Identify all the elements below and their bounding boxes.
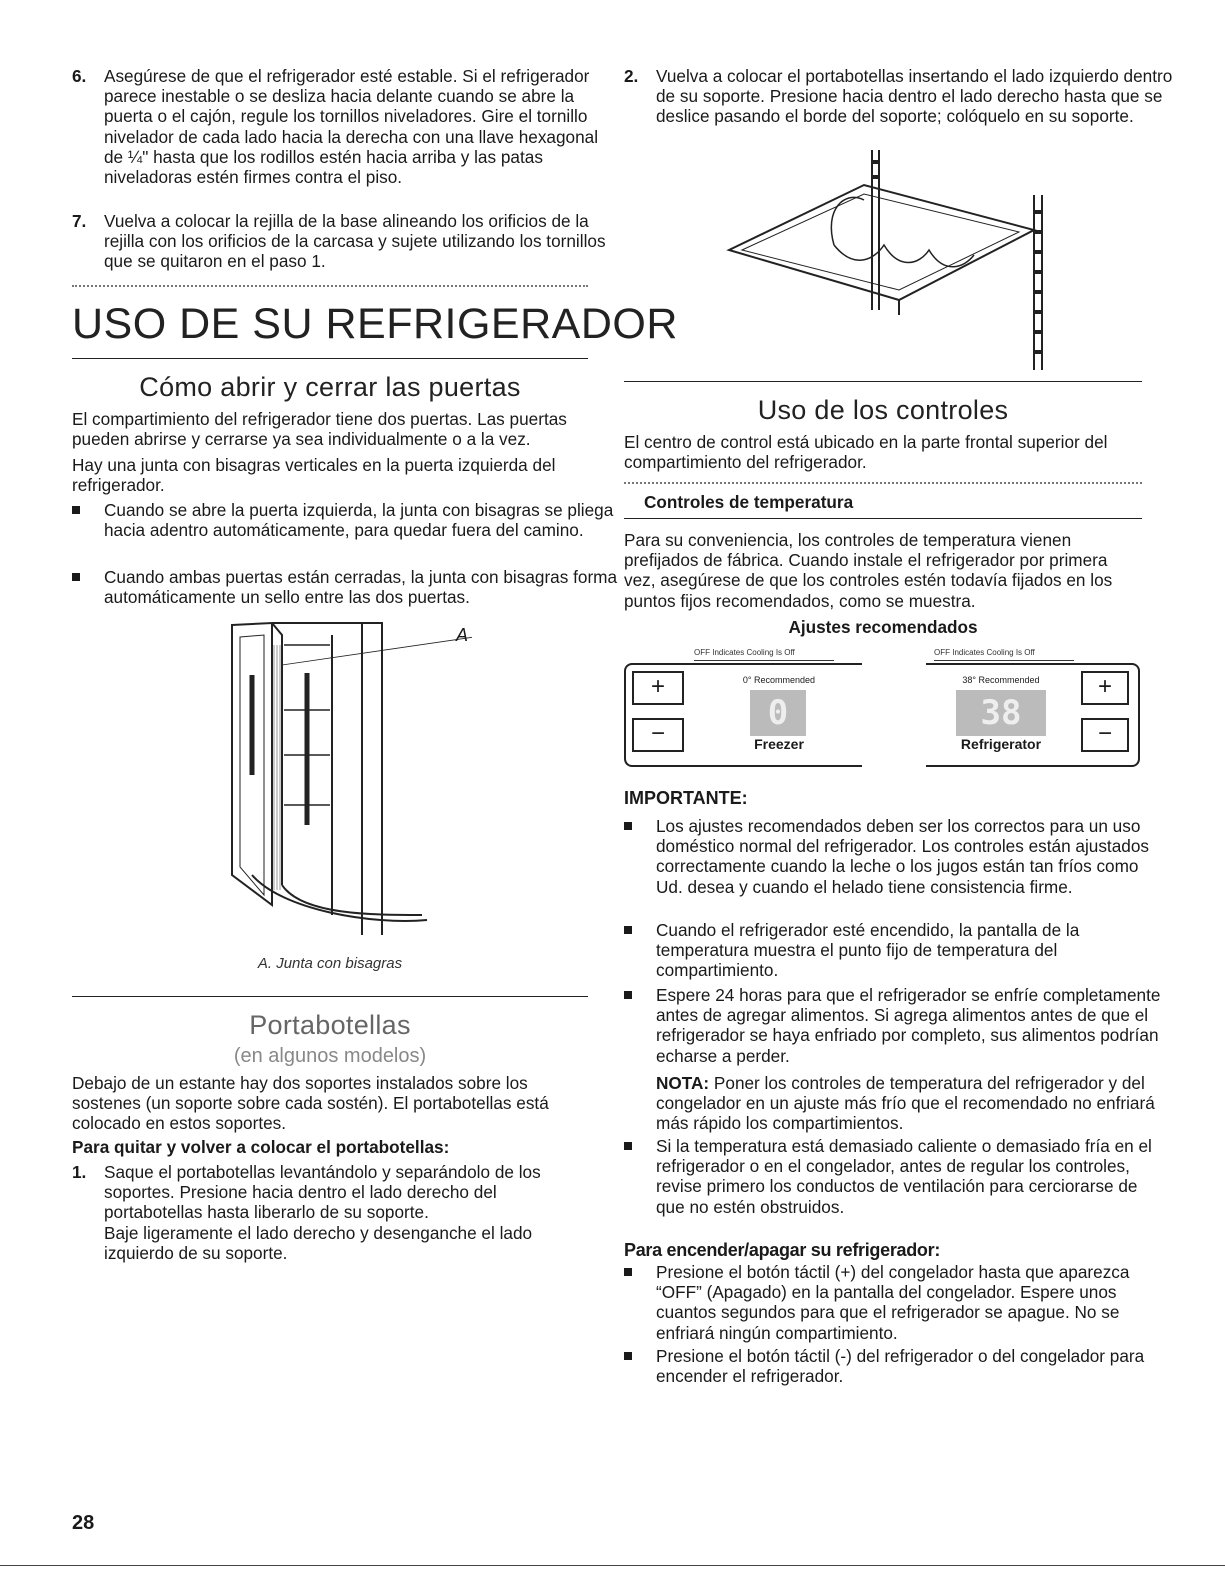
- doors-paragraph: El compartimiento del refrigerador tiene dos puertas. Las puertas pueden abrirse y cerrarse ya sea individualmente o a la vez.: [72, 409, 567, 450]
- step-text: Asegúrese de que el refrigerador esté estable. Si el refrigerador parece inestable o se desliza hacia delante cuando se abre la puerta o el cajón, regule los tornillos niveladores. Gire el tornillo nivelador de cada lado hacia la derecha con una llave hexagonal de ¼" hasta que los rodillos estén hacia arriba y las patas niveladoras estén firmes contra el piso.: [104, 66, 599, 188]
- section-title-doors: Cómo abrir y cerrar las puertas: [139, 372, 521, 402]
- section-title-controls: Uso de los controles: [757, 395, 1009, 425]
- list-item: [624, 985, 1174, 1133]
- control-panel-refrigerator: [926, 648, 1142, 766]
- note: [656, 1073, 1174, 1134]
- step-text: Vuelva a colocar la rejilla de la base alineando los orificios de la rejilla con los orificios de la carcasa y sujete utilizando los tornillos que se quitaron en el paso 1.: [104, 211, 606, 272]
- page-number: 28: [72, 1512, 95, 1534]
- section-title-wine-rack: Portabotellas: [249, 1010, 411, 1040]
- list-item: Si la temperatura está demasiado caliente o demasiado fría en el refrigerador o en el congelador, antes de regular los controles, revise primero los conductos de ventilación para cerciorarse de que no estén obstruidos.: [624, 1136, 1161, 1217]
- step-1: [72, 1162, 584, 1263]
- doors-paragraph: Hay una junta con bisagras verticales en la puerta izquierda del refrigerador.: [72, 455, 556, 496]
- freezer-minus-button[interactable]: −: [632, 718, 684, 752]
- step-number: 6.: [72, 66, 87, 86]
- fridge-minus-button[interactable]: −: [1081, 718, 1129, 752]
- page-bottom-rule: [0, 1565, 1225, 1566]
- fridge-plus-button[interactable]: +: [1081, 671, 1129, 705]
- divider: [624, 381, 1142, 382]
- off-note: OFF Indicates Cooling Is Off: [694, 648, 834, 661]
- step-number: 1.: [72, 1162, 87, 1182]
- list-item: Presione el botón táctil (-) del refrigerador o del congelador para encender el refrigerador.: [624, 1346, 1174, 1386]
- divider: [72, 358, 588, 359]
- step-2: [624, 66, 1174, 127]
- freezer-display: 0: [750, 690, 806, 736]
- fridge-label: Refrigerator: [960, 736, 1042, 752]
- list-item: Presione el botón táctil (+) del congelador hasta que aparezca “OFF” (Apagado) en la pantalla del congelador. Espere unos cuantos segundos para que el refrigerador se apague. No se enfriará ningún compartimiento.: [624, 1262, 1136, 1343]
- section-subtitle: (en algunos modelos): [233, 1045, 427, 1067]
- freezer-plus-button[interactable]: +: [632, 671, 684, 705]
- wine-instructions-heading: Para quitar y volver a colocar el portabotellas:: [72, 1137, 450, 1157]
- step-text: Saque el portabotellas levantándolo y separándolo de los soportes. Presione hacia dentro el lado derecho del portabotellas hasta liberarlo de su soporte.: [104, 1162, 541, 1223]
- list-item: Cuando el refrigerador esté encendido, la pantalla de la temperatura muestra el punto fijo de temperatura del compartimiento.: [624, 920, 1136, 981]
- note-label: NOTA:: [656, 1072, 710, 1093]
- divider: [72, 285, 588, 287]
- off-note: OFF Indicates Cooling Is Off: [934, 648, 1074, 661]
- fridge-display: 38: [956, 690, 1046, 736]
- fridge-door-illustration: [212, 615, 472, 955]
- list-item-text: Espere 24 horas para que el refrigerador se enfríe completamente antes de agregar alimentos. Si agrega alimentos antes de que el refrigerador se haya enfriado por completo, sus alimentos podrían echarse a perder.: [656, 985, 1161, 1066]
- controls-paragraph: El centro de control está ubicado en la parte frontal superior del compartimiento del refrigerador.: [624, 432, 1108, 473]
- callout-label: A: [456, 625, 469, 645]
- divider: [624, 518, 1142, 519]
- list-item: Cuando ambas puertas están cerradas, la junta con bisagras forma automáticamente un sello entre las dos puertas.: [72, 567, 620, 607]
- note-text: Poner los controles de temperatura del refrigerador y del congelador en un ajuste más frío que el recomendado no enfriará más rápido los compartimientos.: [656, 1072, 1155, 1134]
- divider: [72, 996, 588, 997]
- list-item: Cuando se abre la puerta izquierda, la junta con bisagras se pliega hacia adentro automáticamente, para quedar fuera del camino.: [72, 500, 620, 540]
- step-text: Vuelva a colocar el portabotellas insertando el lado izquierdo dentro de su soporte. Presione hacia dentro el lado derecho hasta que se deslice pasando el borde del soporte; colóquelo en su soporte.: [656, 66, 1173, 127]
- freezer-recommended: 0° Recommended: [742, 675, 816, 685]
- step-number: 7.: [72, 211, 87, 231]
- temperature-paragraph: Para su conveniencia, los controles de temperatura vienen prefijados de fábrica. Cuando instale el refrigerador por primera vez, asegúrese de que los controles estén todavía fijados en los puntos fijos recomendados, como se muestra.: [624, 530, 1113, 611]
- freezer-label: Freezer: [754, 736, 804, 752]
- wine-paragraph: Debajo de un estante hay dos soportes instalados sobre los sostenes (un soporte sobre cada sostén). El portabotellas está colocado en estos soportes.: [72, 1073, 549, 1134]
- page-title: USO DE SU REFRIGERADOR: [72, 300, 678, 348]
- step-number: 2.: [624, 66, 639, 86]
- figure-caption: A. Junta con bisagras: [257, 955, 403, 972]
- recommended-settings-title: Ajustes recomendados: [788, 617, 978, 637]
- control-panel-freezer: [624, 648, 864, 766]
- fridge-recommended: 38° Recommended: [962, 675, 1040, 685]
- temperature-controls-heading: Controles de temperatura: [644, 492, 854, 512]
- step-7: [72, 211, 620, 272]
- important-heading: IMPORTANTE:: [624, 788, 748, 808]
- on-off-heading: Para encender/apagar su refrigerador:: [624, 1240, 941, 1260]
- wine-rack-illustration: [724, 150, 1064, 370]
- list-item: Los ajustes recomendados deben ser los correctos para un uso doméstico normal del refrigerador. Los controles están ajustados correctamente cuando la leche o los jugos están tan fríos como Ud. desea y cuando el helado tiene consistencia firme.: [624, 816, 1156, 897]
- divider: [624, 482, 1142, 484]
- step-text: Baje ligeramente el lado derecho y desenganche el lado izquierdo de su soporte.: [104, 1222, 533, 1263]
- step-6: [72, 66, 620, 187]
